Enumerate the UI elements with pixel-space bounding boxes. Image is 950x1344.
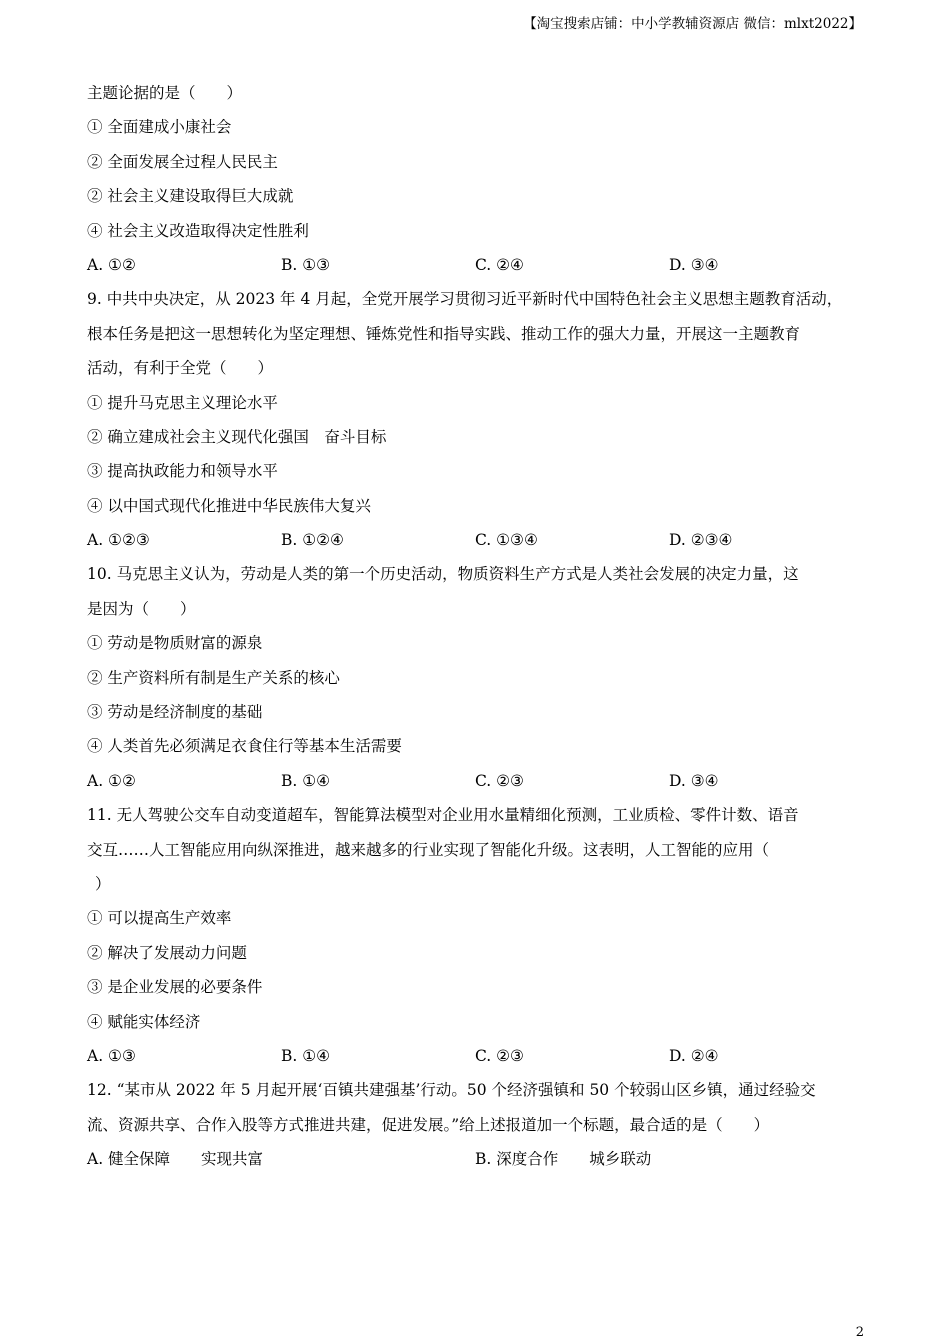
- q8-option-c: C. ②④: [475, 255, 524, 274]
- q10-option-b: B. ①④: [281, 771, 331, 790]
- q11-stem-line: 11. 无人驾驶公交车自动变道超车，智能算法模型对企业用水量精细化预测，工业质检、零件计数、语音: [87, 806, 799, 825]
- q10-stem-line: 是因为（ ）: [87, 599, 196, 618]
- q8-option-d: D. ③④: [669, 255, 719, 274]
- q8-item: ② 社会主义建设取得巨大成就: [87, 187, 294, 206]
- q11-option-c: C. ②③: [475, 1046, 524, 1065]
- q8-option-b: B. ①③: [281, 255, 331, 274]
- q11-item: ② 解决了发展动力问题: [87, 943, 247, 962]
- q8-stem-tail: 主题论据的是（ ）: [87, 84, 243, 102]
- q9-option-a: A. ①②③: [87, 531, 150, 550]
- q11-stem-line: 交互……人工智能应用向纵深推进，越来越多的行业实现了智能化升级。这表明，人工智能的应用（: [87, 840, 770, 859]
- q9-option-b: B. ①②④: [281, 531, 344, 550]
- q8-item: ② 全面发展全过程人民民主: [87, 152, 278, 171]
- q11-option-d: D. ②④: [669, 1046, 719, 1065]
- q11-options: [87, 1039, 887, 1073]
- q10-option-a: A. ①②: [87, 771, 136, 790]
- page-header: 【淘宝搜索店铺：中小学教辅资源店 微信：mlxt2022】: [523, 16, 862, 32]
- q10-item: ④ 人类首先必须满足衣食住行等基本生活需要: [87, 737, 402, 756]
- q11-option-a: A. ①③: [87, 1046, 136, 1065]
- q11-item: ③ 是企业发展的必要条件: [87, 978, 263, 997]
- q10-item: ① 劳动是物质财富的源泉: [87, 634, 263, 653]
- q8-options: [87, 248, 887, 282]
- q10-item: ② 生产资料所有制是生产关系的核心: [87, 668, 340, 687]
- q12-option-b: B. 深度合作 城乡联动: [475, 1150, 652, 1169]
- q10-option-c: C. ②③: [475, 771, 524, 790]
- q11-item: ④ 赋能实体经济: [87, 1012, 201, 1031]
- q12-stem-line: 流、资源共享、合作入股等方式推进共建，促进发展。”给上述报道加一个标题，最合适的是（ ）: [87, 1115, 770, 1134]
- q8-item: ④ 社会主义改造取得决定性胜利: [87, 221, 309, 240]
- q12-stem-line: 12. “某市从 2022 年 5 月起开展‘百镇共建强基’行动。50 个经济强镇和 50 个较弱山区乡镇，通过经验交: [87, 1081, 816, 1100]
- page-content: [87, 76, 887, 1177]
- q9-option-d: D. ②③④: [669, 531, 733, 550]
- q12-options: [87, 1142, 887, 1176]
- q10-option-d: D. ③④: [669, 771, 719, 790]
- q12-option-a: A. 健全保障 实现共富: [87, 1150, 264, 1169]
- q9-stem-line: 9. 中共中央决定，从 2023 年 4 月起，全党开展学习贯彻习近平新时代中国特色社会主义思想主题教育活动，: [87, 290, 843, 309]
- q9-item: ② 确立建成社会主义现代化强国 奋斗目标: [87, 427, 387, 446]
- q10-options: [87, 764, 887, 798]
- q10-item: ③ 劳动是经济制度的基础: [87, 703, 263, 722]
- q9-item: ③ 提高执政能力和领导水平: [87, 462, 278, 481]
- q9-item: ① 提升马克思主义理论水平: [87, 393, 278, 412]
- q9-stem-line: 活动，有利于全党（ ）: [87, 359, 274, 378]
- page-number: 2: [855, 1325, 864, 1340]
- q9-options: [87, 523, 887, 557]
- q11-stem-line: ）: [95, 874, 111, 893]
- q9-option-c: C. ①③④: [475, 531, 538, 550]
- q11-item: ① 可以提高生产效率: [87, 909, 232, 928]
- q9-stem-line: 根本任务是把这一思想转化为坚定理想、锤炼党性和指导实践、推动工作的强大力量，开展这一主题教育: [87, 324, 801, 343]
- q8-option-a: A. ①②: [87, 255, 136, 274]
- q11-option-b: B. ①④: [281, 1046, 331, 1065]
- q10-stem-line: 10. 马克思主义认为，劳动是人类的第一个历史活动，物质资料生产方式是人类社会发展的决定力量，这: [87, 565, 799, 584]
- q8-item: ① 全面建成小康社会: [87, 118, 232, 137]
- q9-item: ④ 以中国式现代化推进中华民族伟大复兴: [87, 496, 371, 515]
